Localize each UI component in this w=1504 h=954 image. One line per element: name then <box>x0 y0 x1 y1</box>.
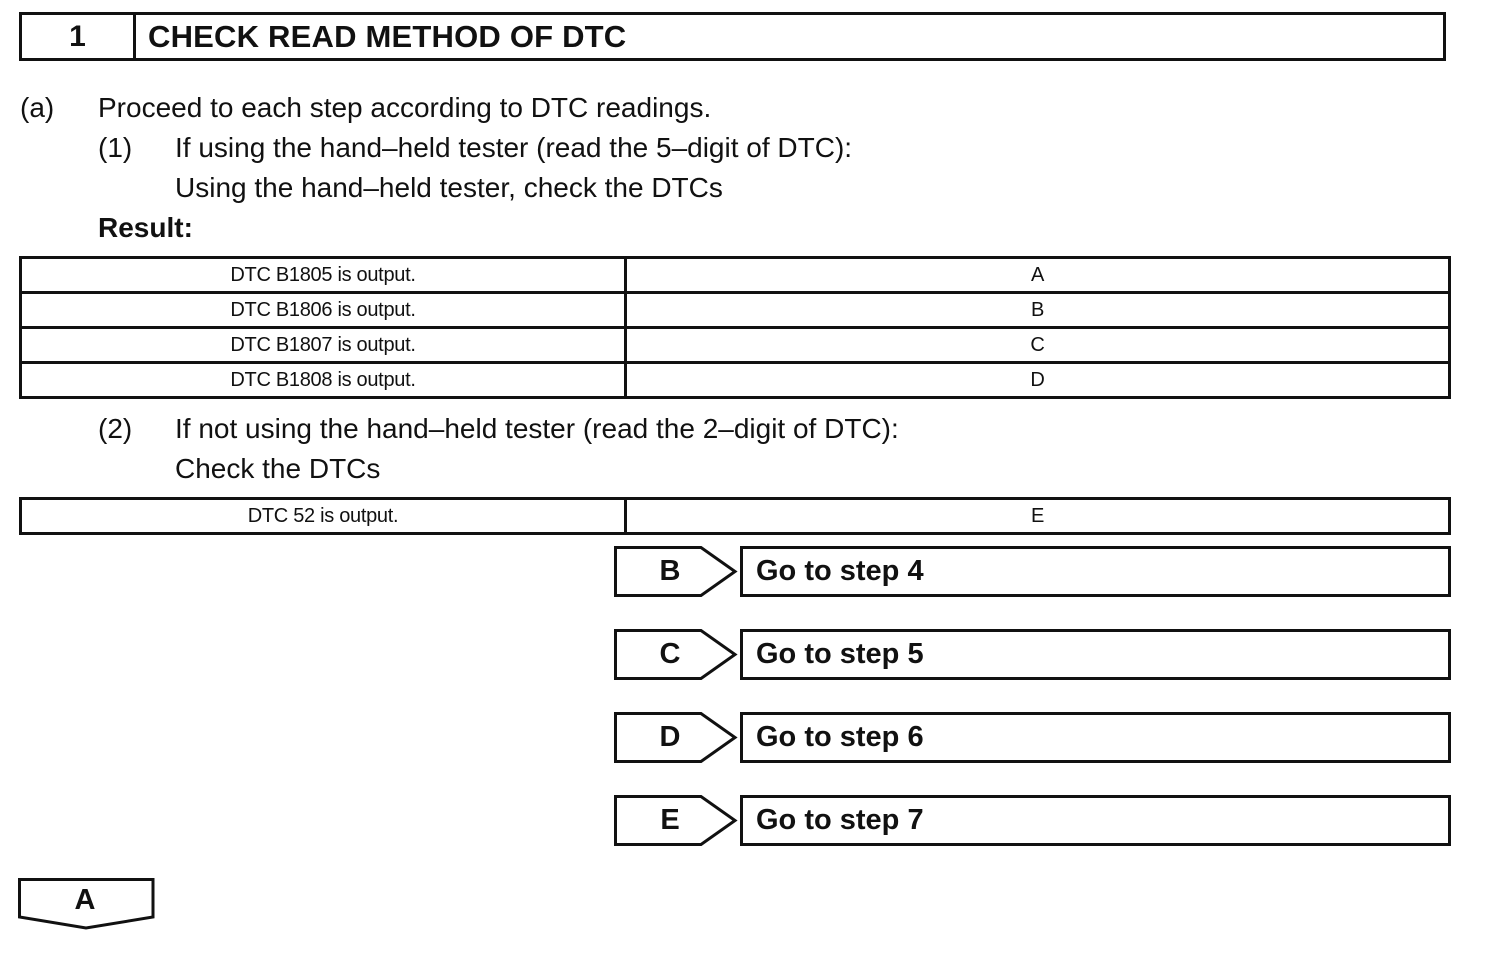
goto-letter: C <box>659 638 681 670</box>
goto-step-7[interactable] <box>614 795 1451 846</box>
item-2-marker: (2) <box>98 413 133 444</box>
condition-cell: DTC B1806 is output. <box>21 293 626 328</box>
code-cell: D <box>626 363 1450 398</box>
table-row <box>21 258 1450 293</box>
goto-text: Go to step 7 <box>740 795 1451 846</box>
code-cell: A <box>626 258 1450 293</box>
goto-text: Go to step 6 <box>740 712 1451 763</box>
result-label: Result: <box>98 212 193 243</box>
continue-a-button[interactable] <box>18 878 156 930</box>
item-1-subtext: Using the hand–held tester, check the DTCs <box>175 172 723 203</box>
code-cell: B <box>626 293 1450 328</box>
condition-cell: DTC B1808 is output. <box>21 363 626 398</box>
continue-letter: A <box>74 884 96 916</box>
item-a-marker: (a) <box>20 92 55 123</box>
goto-text: Go to step 4 <box>740 546 1451 597</box>
condition-cell: DTC B1807 is output. <box>21 328 626 363</box>
table-row <box>21 328 1450 363</box>
step-header <box>19 12 1446 61</box>
item-2-text: If not using the hand–held tester (read the 2–digit of DTC): <box>175 413 899 444</box>
item-a-text: Proceed to each step according to DTC readings. <box>98 92 712 123</box>
result-table <box>19 256 1451 399</box>
item-2-subtext: Check the DTCs <box>175 453 381 484</box>
table-row <box>21 363 1450 398</box>
result-table-2 <box>19 497 1451 535</box>
item-1-text: If using the hand–held tester (read the 5–digit of DTC): <box>175 132 853 163</box>
code-cell: C <box>626 328 1450 363</box>
condition-cell: DTC B1805 is output. <box>21 258 626 293</box>
item-1-marker: (1) <box>98 132 133 163</box>
goto-letter: B <box>659 555 681 587</box>
step-number: 1 <box>22 15 136 58</box>
goto-step-5[interactable] <box>614 629 1451 680</box>
goto-letter: D <box>659 721 681 753</box>
goto-step-4[interactable] <box>614 546 1451 597</box>
table-row <box>21 293 1450 328</box>
step-title: CHECK READ METHOD OF DTC <box>148 18 627 54</box>
goto-text: Go to step 5 <box>740 629 1451 680</box>
goto-step-6[interactable] <box>614 712 1451 763</box>
table-row <box>21 499 1450 534</box>
code-cell: E <box>626 499 1450 534</box>
condition-cell: DTC 52 is output. <box>21 499 626 534</box>
goto-letter: E <box>660 804 680 836</box>
